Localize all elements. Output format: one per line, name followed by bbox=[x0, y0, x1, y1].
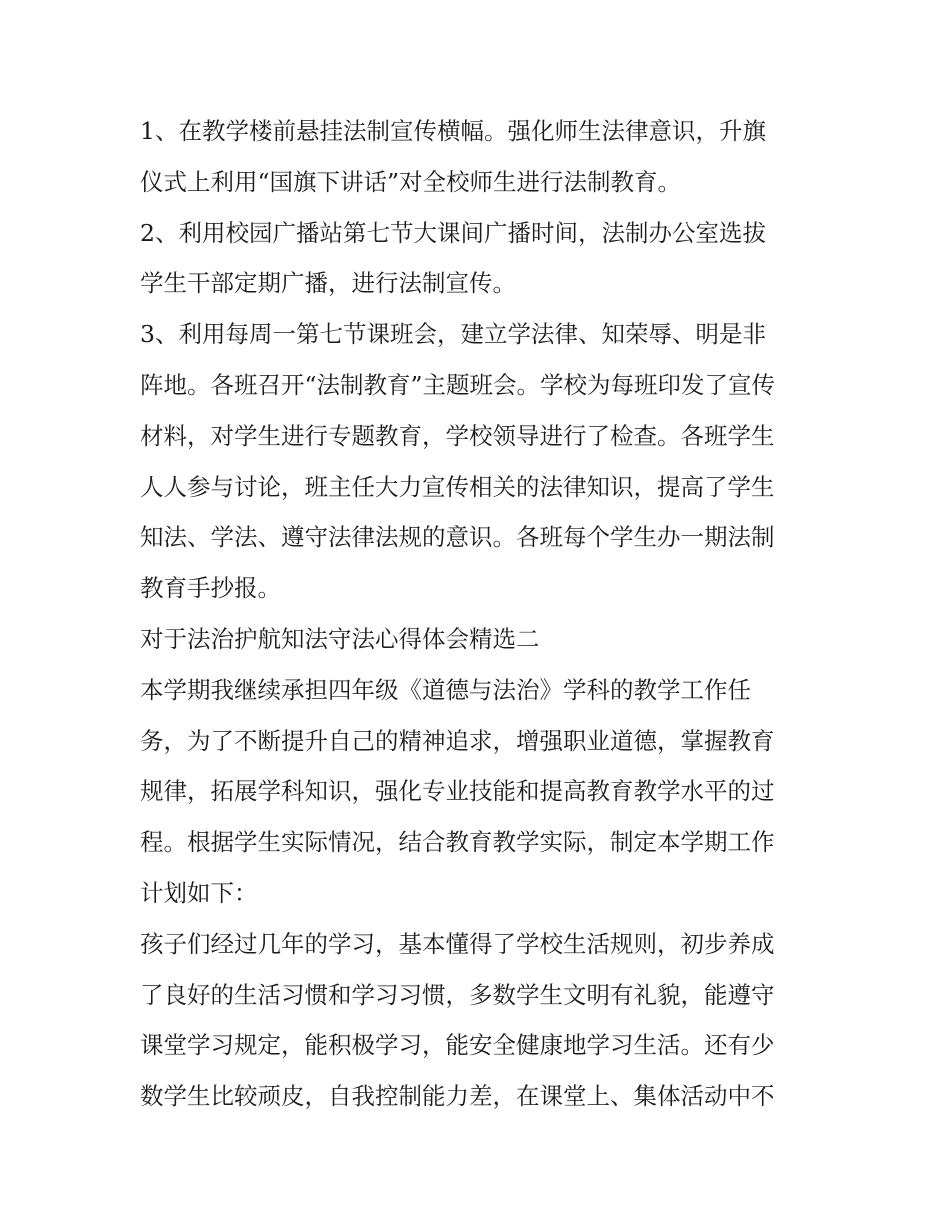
text-line: 规律，拓展学科知识，强化专业技能和提高教育教学水平的过 bbox=[140, 777, 775, 806]
text-line: 教育手抄报。 bbox=[140, 574, 281, 603]
text-line: 学生干部定期广播，进行法制宣传。 bbox=[140, 269, 516, 298]
text-line: 程。根据学生实际情况，结合教育教学实际，制定本学期工作 bbox=[140, 828, 775, 857]
text-line: 阵地。各班召开“法制教育”主题班会。学校为每班印发了宣传 bbox=[140, 370, 776, 399]
document-body bbox=[140, 106, 820, 1122]
text-line: 了良好的生活习惯和学习习惯，多数学生文明有礼貌，能遵守 bbox=[140, 980, 775, 1009]
text-line: 务，为了不断提升自己的精神追求，增强职业道德，掌握教育 bbox=[140, 726, 775, 755]
text-line: 仪式上利用“国旗下讲话”对全校师生进行法制教育。 bbox=[140, 167, 682, 196]
text-line: 数学生比较顽皮，自我控制能力差，在课堂上、集体活动中不 bbox=[140, 1082, 775, 1111]
text-line: 3、利用每周一第七节课班会，建立学法律、知荣辱、明是非 bbox=[140, 320, 766, 349]
text-line: 2、利用校园广播站第七节大课间广播时间，法制办公室选拔 bbox=[140, 218, 766, 247]
section-heading: 对于法治护航知法守法心得体会精选二 bbox=[140, 624, 540, 653]
text-line: 孩子们经过几年的学习，基本懂得了学校生活规则，初步养成 bbox=[140, 929, 775, 958]
text-line: 1、在教学楼前悬挂法制宣传横幅。强化师生法律意识，升旗 bbox=[140, 117, 766, 145]
text-line: 人人参与讨论，班主任大力宣传相关的法律知识，提高了学生 bbox=[140, 472, 775, 501]
text-line: 知法、学法、遵守法律法规的意识。各班每个学生办一期法制 bbox=[140, 523, 775, 552]
text-line: 计划如下： bbox=[140, 878, 258, 907]
text-line: 本学期我继续承担四年级《道德与法治》学科的教学工作任 bbox=[140, 675, 751, 704]
text-line: 课堂学习规定，能积极学习，能安全健康地学习生活。还有少 bbox=[140, 1031, 775, 1060]
text-line: 材料，对学生进行专题教育，学校领导进行了检查。各班学生 bbox=[140, 421, 775, 450]
